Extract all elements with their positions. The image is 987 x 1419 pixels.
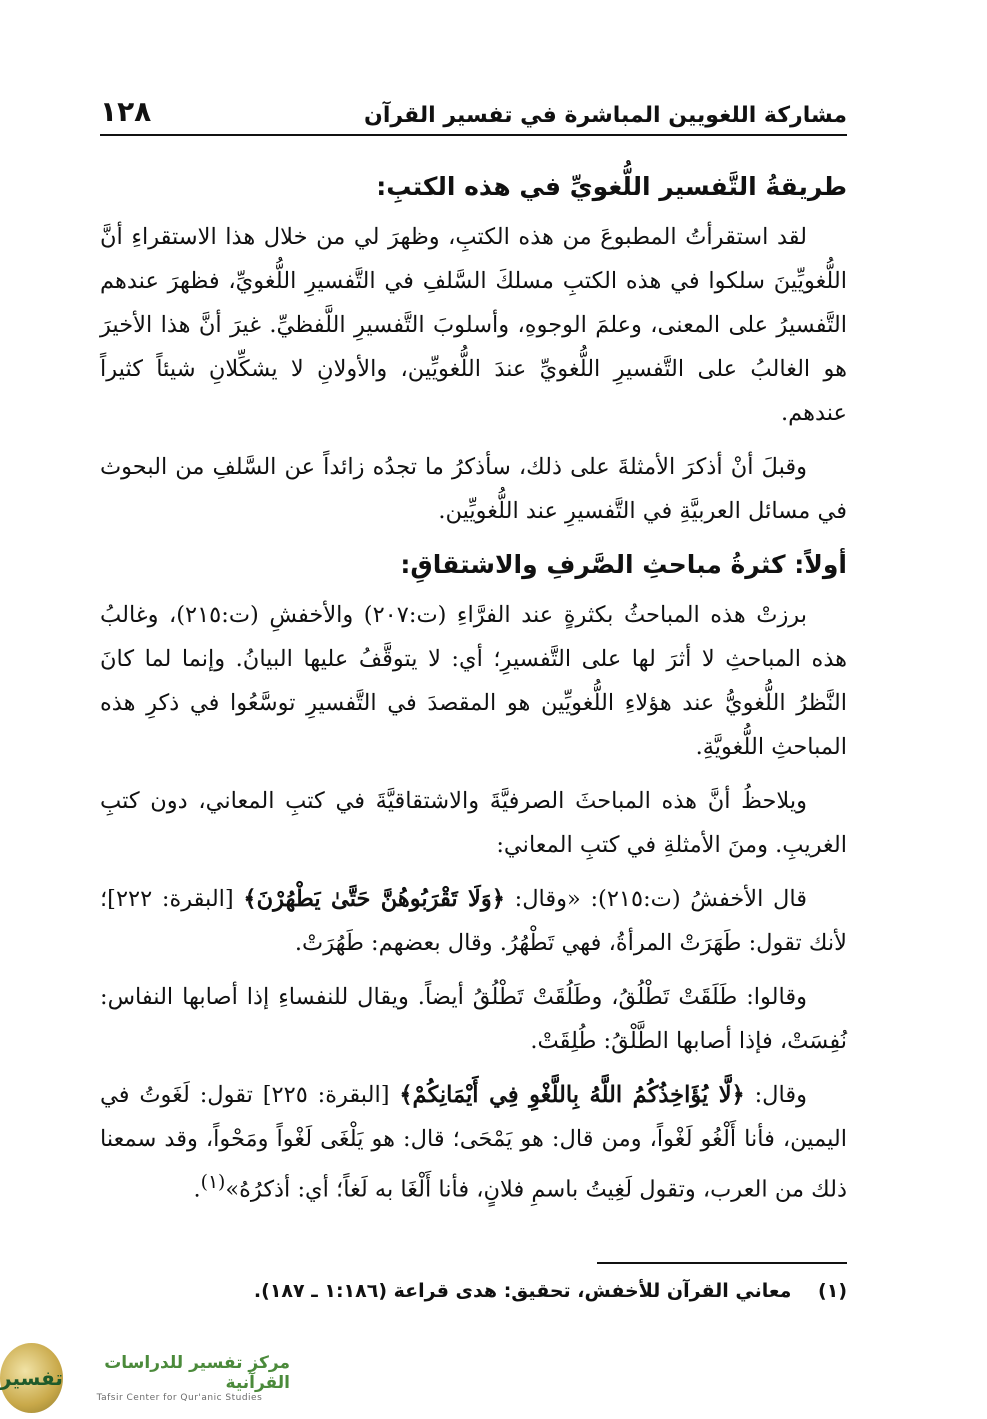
quran-verse: ﴿وَلَا تَقْرَبُوهُنَّ حَتَّىٰ يَطْهُرْنَ﴾ (243, 886, 505, 912)
quote-body: [البقرة: ٢٢٢]؛ لأنك تقول: طَهَرَتْ المرأةُ، فهي تَطْهُرُ. وقال بعضهم: طَهُرَتْ. (100, 886, 847, 956)
quote-body: [البقرة: ٢٢٥] تقول: لَغَوتُ في اليمين، فأنا أَلْغُو لَغْواً، ومن قال: هو يَمْحَى؛ قال: هو يَلْغَى لَغْواً ومَحْواً، وقد سمعنا ذلك من العرب، وتقول لَغِيتُ باسمِ فلانٍ، فأنا أَلْغَا به لَغاً؛ أي: أذكرُهُ» (100, 1082, 847, 1203)
footnote-reference[interactable]: (١) (200, 1172, 226, 1193)
logo-arabic-name: مركز تفسير للدراسات القرآنية (104, 1352, 290, 1393)
paragraph: وقالوا: طَلَقَتْ تَطْلُقُ، وطَلُقَتْ تَطْلُقُ أيضاً. ويقال للنفساءِ إذا أصابها النفاس: نُفِسَتْ، فإذا أصابها الطَّلْقُ: طُلِقَتْ. (100, 984, 847, 1054)
quote-intro: قال الأخفشُ (ت:٢١٥): «وقال: (504, 886, 807, 912)
quote-intro: وقال: (744, 1082, 807, 1108)
footnote-divider (597, 1262, 847, 1264)
logo-english-name: Tafsir Center for Qur'anic Studies (96, 1392, 263, 1403)
paragraph-quote (100, 1073, 847, 1212)
footnote-number: (١) (818, 1280, 847, 1302)
logo-text (69, 1353, 290, 1403)
footnote-text: معاني القرآن للأخفش، تحقيق: هدى قراعة (١:١٨٦ ـ ١٨٧). (253, 1280, 792, 1302)
page-header (100, 88, 847, 136)
section-heading-morphology: أولاً: كثرةُ مباحثِ الصَّرفِ والاشتقاقِ: (400, 550, 847, 579)
logo-emblem-icon: تفسير (0, 1343, 63, 1413)
page-number: ١٢٨ (100, 95, 152, 128)
main-text (100, 165, 847, 1222)
paragraph: لقد استقرأتُ المطبوعَ من هذه الكتبِ، وظهرَ لي من خلال هذا الاستقراءِ أنَّ اللُّغويِّينَ سلكوا في هذه الكتبِ مسلكَ السَّلفِ في التَّفسيرِ اللُّغويِّ، فظهرَ عندهم التَّفسيرُ على المعنى، وعلمَ الوجوهِ، وأسلوبَ التَّفسيرِ اللَّفظيِّ. غيرَ أنَّ هذا الأخيرَ هو الغالبُ على التَّفسيرِ اللُّغويِّ عندَ اللُّغويِّين، والأولانِ لا يشكِّلانِ شيئاً كثيراً عندهم. (100, 224, 847, 426)
footnote (100, 1276, 847, 1306)
running-title: مشاركة اللغويين المباشرة في تفسير القرآن (364, 103, 847, 128)
quote-end: . (193, 1176, 201, 1203)
paragraph: وقبلَ أنْ أذكرَ الأمثلةَ على ذلك، سأذكرُ ما تجدُه زائداً عن السَّلفِ من البحوث في مسائل العربيَّةِ في التَّفسيرِ عند اللُّغويِّين. (100, 454, 847, 524)
publisher-logo (0, 1336, 290, 1419)
quran-verse: ﴿لَّا يُؤَاخِذُكُمُ اللَّهُ بِاللَّغْوِ فِي أَيْمَانِكُمْ﴾ (399, 1082, 745, 1108)
section-heading-method: طريقةُ التَّفسير اللُّغويِّ في هذه الكتبِ: (376, 172, 847, 201)
paragraph-quote (100, 877, 847, 965)
paragraph: برزتْ هذه المباحثُ بكثرةٍ عند الفرَّاءِ (ت:٢٠٧) والأخفشِ (ت:٢١٥)، وغالبُ هذه المباحثِ لا أثرَ لها على التَّفسيرِ؛ أي: لا يتوقَّفُ عليها البيانُ. وإنما لما كانَ النَّظرُ اللُّغويُّ عند هؤلاءِ اللُّغويِّين هو المقصدَ في التَّفسيرِ توسَّعُوا في ذكرِ هذه المباحثِ اللُّغويَّةِ. (100, 602, 847, 760)
paragraph: ويلاحظُ أنَّ هذه المباحثَ الصرفيَّةَ والاشتقاقيَّةَ في كتبِ المعاني، دون كتبِ الغريبِ. ومنَ الأمثلةِ في كتبِ المعاني: (100, 788, 847, 858)
